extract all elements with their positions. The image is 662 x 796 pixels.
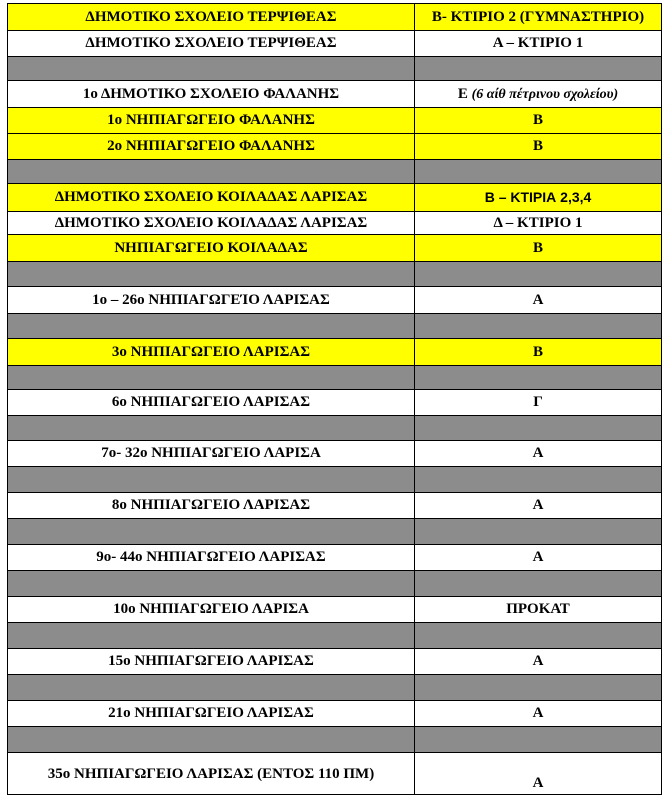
- table-row: [8, 81, 662, 108]
- separator-row: [8, 366, 662, 390]
- separator-row: [8, 160, 662, 184]
- school-name-cell: 35ο ΝΗΠΙΑΓΩΓΕΙΟ ΛΑΡΙΣΑΣ (ΕΝΤΟΣ 110 ΠΜ): [8, 753, 415, 795]
- separator-cell: [415, 571, 662, 597]
- separator-cell: [415, 467, 662, 493]
- table-row: [8, 4, 662, 31]
- separator-cell: [415, 623, 662, 649]
- separator-cell: [8, 623, 415, 649]
- school-name-cell: ΔΗΜΟΤΙΚΟ ΣΧΟΛΕΙΟ ΤΕΡΨΙΘΕΑΣ: [8, 31, 415, 57]
- table-row: [8, 701, 662, 727]
- separator-cell: [415, 727, 662, 753]
- building-cell: Α: [415, 493, 662, 519]
- school-name-cell: ΔΗΜΟΤΙΚΟ ΣΧΟΛΕΙΟ ΚΟΙΛΑΔΑΣ ΛΑΡΙΣΑΣ: [8, 212, 415, 235]
- table-row: [8, 108, 662, 134]
- table-row: [8, 212, 662, 235]
- school-name-cell: 2ο ΝΗΠΙΑΓΩΓΕΙΟ ΦΑΛΑΝΗΣ: [8, 134, 415, 160]
- building-cell: Α – ΚΤΙΡΙΟ 1: [415, 31, 662, 57]
- building-cell: Α: [415, 649, 662, 675]
- table-row: [8, 31, 662, 57]
- separator-row: [8, 519, 662, 545]
- separator-cell: [415, 675, 662, 701]
- building-cell: Β: [415, 108, 662, 134]
- separator-row: [8, 727, 662, 753]
- table-row: [8, 441, 662, 467]
- separator-cell: [415, 314, 662, 339]
- separator-cell: [8, 366, 415, 390]
- table-row: [8, 184, 662, 212]
- separator-cell: [8, 727, 415, 753]
- school-buildings-table: [7, 3, 662, 795]
- separator-row: [8, 467, 662, 493]
- separator-cell: [8, 571, 415, 597]
- building-cell: Β: [415, 134, 662, 160]
- building-cell: Α: [415, 287, 662, 314]
- school-name-cell: 7ο- 32ο ΝΗΠΙΑΓΩΓΕΙΟ ΛΑΡΙΣΑ: [8, 441, 415, 467]
- school-name-cell: 6ο ΝΗΠΙΑΓΩΓΕΙΟ ΛΑΡΙΣΑΣ: [8, 390, 415, 416]
- school-name-cell: 9ο- 44ο ΝΗΠΙΑΓΩΓΕΙΟ ΛΑΡΙΣΑΣ: [8, 545, 415, 571]
- separator-cell: [415, 519, 662, 545]
- school-name-cell: ΝΗΠΙΑΓΩΓΕΙΟ ΚΟΙΛΑΔΑΣ: [8, 235, 415, 262]
- separator-row: [8, 262, 662, 287]
- separator-cell: [415, 262, 662, 287]
- building-main: Ε: [457, 85, 468, 102]
- building-cell: Β: [415, 339, 662, 366]
- school-name-cell: 21ο ΝΗΠΙΑΓΩΓΕΙΟ ΛΑΡΙΣΑΣ: [8, 701, 415, 727]
- separator-cell: [8, 467, 415, 493]
- building-cell: Β: [415, 235, 662, 262]
- school-name-cell: ΔΗΜΟΤΙΚΟ ΣΧΟΛΕΙΟ ΚΟΙΛΑΔΑΣ ΛΑΡΙΣΑΣ: [8, 184, 415, 212]
- building-cell: Α: [415, 753, 662, 795]
- building-cell: Γ: [415, 390, 662, 416]
- building-cell: Β- ΚΤΙΡΙΟ 2 (ΓΥΜΝΑΣΤΗΡΙΟ): [415, 4, 662, 31]
- separator-row: [8, 314, 662, 339]
- table-row: [8, 597, 662, 623]
- separator-cell: [8, 519, 415, 545]
- table-row: [8, 235, 662, 262]
- building-cell: Β – ΚΤΙΡΙΑ 2,3,4: [415, 184, 662, 212]
- table-row: [8, 545, 662, 571]
- separator-row: [8, 571, 662, 597]
- table-row: [8, 649, 662, 675]
- separator-row: [8, 623, 662, 649]
- building-note: (6 αίθ πέτρινου σχολείου): [471, 86, 619, 102]
- school-name-cell: 8ο ΝΗΠΙΑΓΩΓΕΙΟ ΛΑΡΙΣΑΣ: [8, 493, 415, 519]
- separator-cell: [8, 160, 415, 184]
- school-name-cell: 1ο ΔΗΜΟΤΙΚΟ ΣΧΟΛΕΙΟ ΦΑΛΑΝΗΣ: [8, 81, 415, 108]
- separator-cell: [415, 57, 662, 81]
- school-name-cell: 1ο ΝΗΠΙΑΓΩΓΕΙΟ ΦΑΛΑΝΗΣ: [8, 108, 415, 134]
- building-cell: Α: [415, 545, 662, 571]
- school-name-cell: 1ο – 26ο ΝΗΠΙΑΓΩΓΕΊΟ ΛΑΡΙΣΑΣ: [8, 287, 415, 314]
- separator-cell: [415, 160, 662, 184]
- separator-cell: [415, 366, 662, 390]
- table-row: [8, 390, 662, 416]
- table-row: [8, 287, 662, 314]
- separator-cell: [415, 416, 662, 441]
- school-name-cell: 15ο ΝΗΠΙΑΓΩΓΕΙΟ ΛΑΡΙΣΑΣ: [8, 649, 415, 675]
- table-row: [8, 339, 662, 366]
- separator-row: [8, 416, 662, 441]
- table-row: [8, 493, 662, 519]
- separator-cell: [8, 262, 415, 287]
- school-name-cell: 3ο ΝΗΠΙΑΓΩΓΕΙΟ ΛΑΡΙΣΑΣ: [8, 339, 415, 366]
- building-cell: [415, 81, 662, 108]
- separator-cell: [8, 314, 415, 339]
- separator-cell: [8, 57, 415, 81]
- separator-cell: [8, 675, 415, 701]
- table-row: [8, 753, 662, 795]
- table-row: [8, 134, 662, 160]
- separator-row: [8, 675, 662, 701]
- building-cell: ΠΡΟΚΑΤ: [415, 597, 662, 623]
- building-cell: Δ – ΚΤΙΡΙΟ 1: [415, 212, 662, 235]
- separator-row: [8, 57, 662, 81]
- school-name-cell: ΔΗΜΟΤΙΚΟ ΣΧΟΛΕΙΟ ΤΕΡΨΙΘΕΑΣ: [8, 4, 415, 31]
- separator-cell: [8, 416, 415, 441]
- building-cell: Α: [415, 701, 662, 727]
- building-cell: Α: [415, 441, 662, 467]
- school-name-cell: 10ο ΝΗΠΙΑΓΩΓΕΙΟ ΛΑΡΙΣΑ: [8, 597, 415, 623]
